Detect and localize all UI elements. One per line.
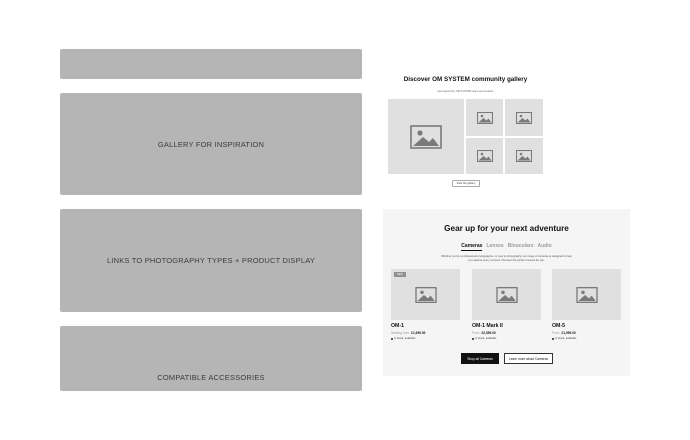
product-card[interactable] [552,269,621,340]
image-placeholder-icon [477,112,493,124]
stock-dot-icon [391,338,393,340]
image-placeholder-icon [496,287,518,303]
gallery-title: Discover OM SYSTEM community gallery [403,76,528,83]
availability-text: In stock, available [394,337,416,340]
image-placeholder-icon [477,150,493,162]
wireframe-block-label: COMPATIBLE ACCESSORIES [157,373,265,382]
price-value: £1,099.00 [561,331,576,335]
product-card[interactable] [472,269,541,340]
gallery-tile[interactable] [466,99,503,136]
gallery-tile-large[interactable] [388,99,464,174]
image-placeholder-icon [415,287,437,303]
availability [472,337,541,340]
shop-all-cameras-button[interactable]: Shop all Cameras [461,353,499,364]
wireframe-block-top [60,49,362,79]
tab-lenses[interactable]: Lenses [486,243,504,249]
tab-binoculars[interactable]: Binoculars [507,243,534,249]
product-name[interactable]: OM-1 [391,323,404,329]
product-image[interactable] [391,269,460,320]
wireframe-block-label: GALLERY FOR INSPIRATION [157,139,265,149]
stock-dot-icon [472,338,474,340]
product-price [391,331,460,335]
learn-more-cameras-button[interactable]: Learn more about Cameras [504,353,553,364]
price-label: Starting from [391,331,410,335]
image-placeholder-icon [516,112,532,124]
image-placeholder-icon [410,125,442,149]
price-label: From [552,331,560,335]
product-section-description: Whether you're a professional photographer, or new to photography, our range of cameras is designed to help you capture every moment. Discover the perfect camera for you. [441,255,572,262]
community-gallery-section [388,72,543,192]
price-label: From [472,331,480,335]
availability [552,337,621,340]
product-tabs [383,243,630,251]
price-value: £1,999.00 [411,331,426,335]
product-name[interactable]: OM-1 Mark II [472,323,503,329]
view-gallery-button[interactable]: View the gallery [452,180,480,187]
gallery-tile[interactable] [505,138,543,174]
product-image[interactable] [552,269,621,320]
availability [391,337,460,340]
tab-audio[interactable]: Audio [537,243,552,249]
product-display-section [383,209,630,376]
availability-text: In stock, available [475,337,497,340]
product-price [552,331,621,335]
wireframe-block-accessories [60,326,362,391]
product-card[interactable] [391,269,460,340]
gallery-tile[interactable] [466,138,503,174]
gallery-subtitle: Get inspired by OM SYSTEM users and creators [437,90,494,93]
stock-dot-icon [552,338,554,340]
availability-text: In stock, available [555,337,577,340]
price-value: £2,399.00 [481,331,496,335]
wireframe-block-label: LINKS TO PHOTOGRAPHY TYPES + PRODUCT DISPLAY [106,256,316,265]
product-image[interactable] [472,269,541,320]
product-price [472,331,541,335]
tab-cameras[interactable]: Cameras [461,243,483,249]
wireframe-block-gallery [60,93,362,195]
gallery-tile[interactable] [505,99,543,136]
wireframe-block-product-links [60,209,362,312]
new-badge: NEW [394,272,406,277]
product-name[interactable]: OM-5 [552,323,565,329]
image-placeholder-icon [576,287,598,303]
image-placeholder-icon [516,150,532,162]
product-section-title: Gear up for your next adventure [444,224,569,233]
